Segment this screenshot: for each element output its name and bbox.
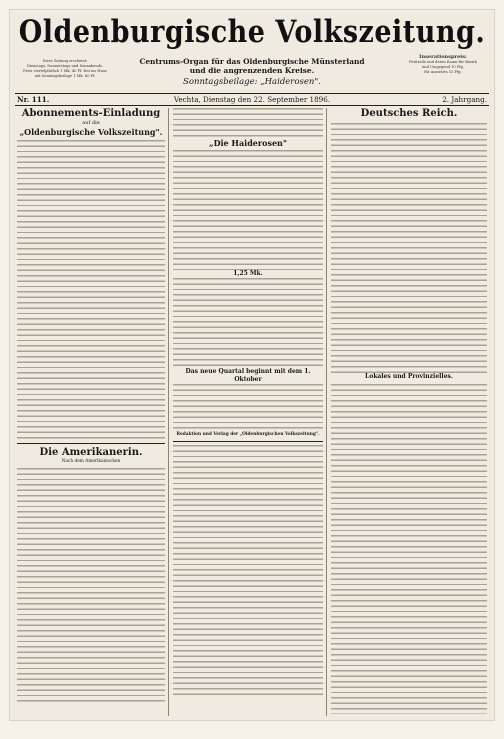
supplement-line: Sonntagsbeilage: „Haiderosen". — [183, 77, 321, 87]
insertion-price-note: Inserationspreis: Petitzeile und deren Raum für Bezirk und Umgegend 10 Pfg. für Auswärts 15 Pfg. — [409, 54, 477, 74]
newspaper-page — [9, 9, 495, 721]
text-block — [173, 278, 323, 368]
volume: 2. Jahrgang. — [442, 95, 487, 104]
quarter-notice: Das neue Quartal beginnt mit dem 1. Oktober — [185, 368, 311, 383]
column-2 — [173, 108, 323, 695]
local-news-heading: Lokales und Provinzielles. — [365, 373, 453, 380]
column-rule — [326, 108, 327, 716]
paper-name: „Oldenburgische Volkszeitung". — [19, 127, 163, 137]
text-block — [331, 384, 487, 714]
quarterly-price: 1,25 Mk. — [233, 270, 263, 277]
text-block — [331, 123, 487, 373]
masthead-subtitle: Centrums-Organ für das Oldenburgische Münsterland und die angrenzenden Kreise. Sonntagsbeilage: „Haiderosen". — [119, 57, 385, 88]
divider — [17, 443, 165, 444]
text-block — [173, 108, 323, 138]
text-block — [17, 140, 165, 440]
column-1: Abonnements-Einladung auf die „Oldenburgische Volkszeitung". Die Amerikanerin. Nach dem Amerikanischen — [17, 108, 165, 703]
text-block — [173, 445, 323, 695]
text-block — [173, 384, 323, 432]
publisher-signature: Redaktion und Verlag der „Oldenburgischen Volkszeitung". — [176, 432, 320, 437]
subscription-note: Diese Zeitung erscheint: Dienstags, Donnerstags und Sonnabends. Preis vierteljährlich 1 Mk. 40 Pf. frei ins Haus mit Sonntagsbeilage 1 Mk. 60 Pf. — [23, 59, 107, 78]
issue-number: Nr. 111. — [17, 95, 50, 104]
supplement-name: „Die Haiderosen" — [208, 138, 288, 148]
column-3 — [331, 108, 487, 714]
subscription-heading: Abonnements-Einladung — [21, 108, 161, 119]
column-rule — [168, 108, 169, 716]
section-heading: Deutsches Reich. — [360, 108, 458, 119]
divider — [173, 441, 323, 442]
story-title: Die Amerikanerin. — [39, 447, 143, 458]
newspaper-title: Oldenburgische Volkszeitung. — [18, 14, 486, 51]
text-block — [173, 150, 323, 270]
masthead — [17, 13, 487, 53]
dateline — [15, 93, 489, 106]
place-date: Vechta, Dienstag den 22. September 1896. — [173, 95, 331, 104]
text-block — [17, 468, 165, 703]
